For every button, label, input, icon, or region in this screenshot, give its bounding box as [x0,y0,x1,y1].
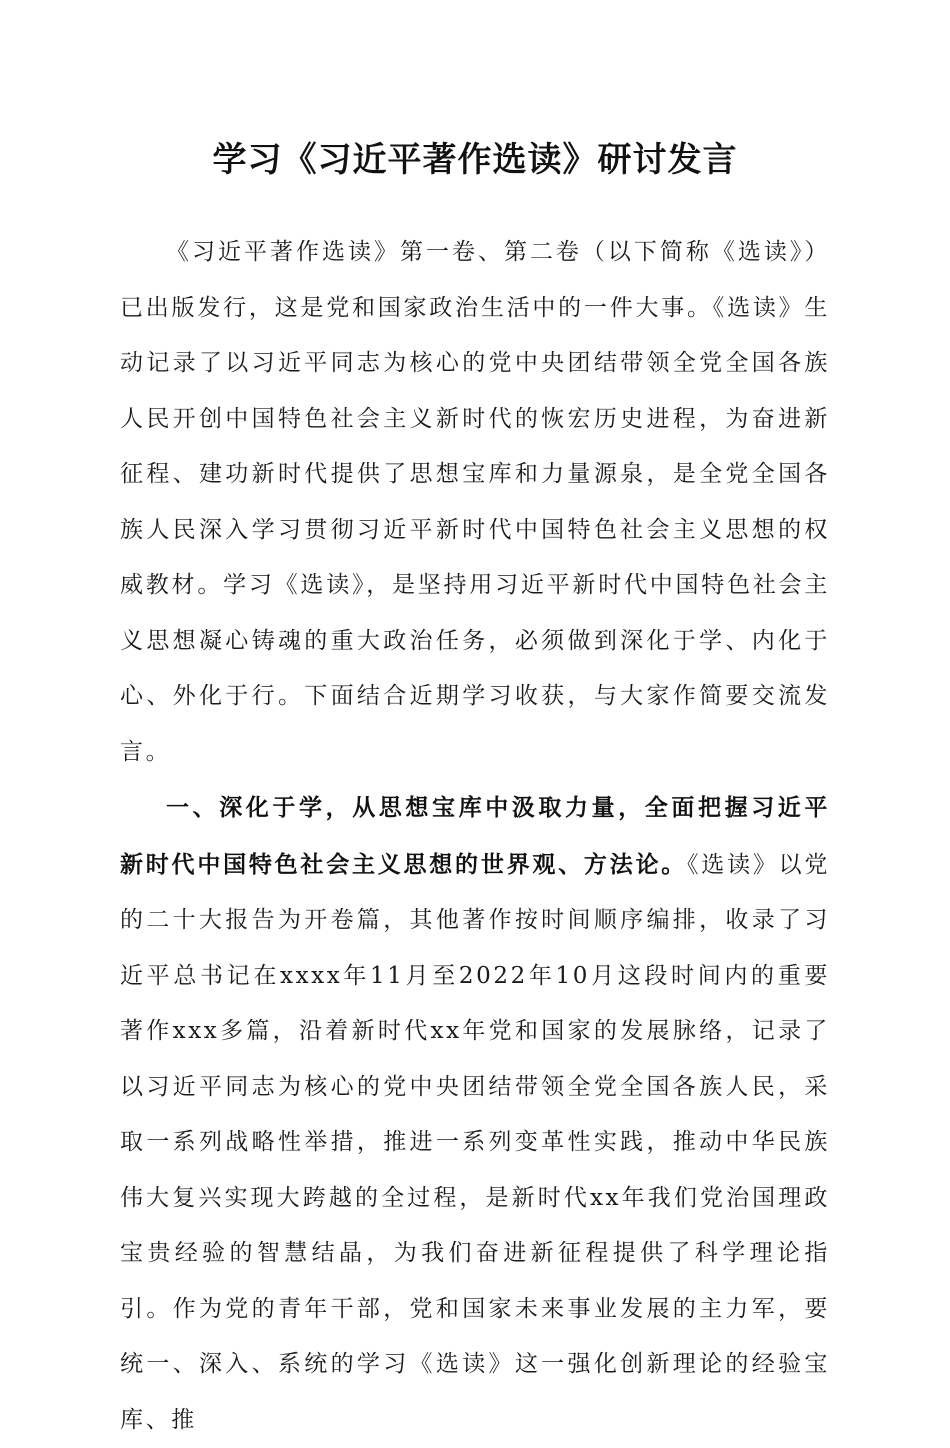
section-1-paragraph [120,780,830,1448]
document-body [120,225,830,1448]
intro-paragraph: 《习近平著作选读》第一卷、第二卷（以下简称《选读》）已出版发行，这是党和国家政治生活中的一件大事。《选读》生动记录了以习近平同志为核心的党中央团结带领全党全国各族人民开创中国特色社会主义新时代的恢宏历史进程，为奋进新征程、建功新时代提供了思想宝库和力量源泉，是全党全国各族人民深入学习贯彻习近平新时代中国特色社会主义思想的权威教材。学习《选读》，是坚持用习近平新时代中国特色社会主义思想凝心铸魂的重大政治任务，必须做到深化于学、内化于心、外化于行。下面结合近期学习收获，与大家作简要交流发言。 [120,239,830,765]
document-title: 学习《习近平著作选读》研讨发言 [212,140,738,180]
section-1-text: 《选读》以党的二十大报告为开卷篇，其他著作按时间顺序编排，收录了习近平总书记在xxxx年11月至2022年10月这段时间内的重要著作xxx多篇，沿着新时代xx年党和国家的发展脉络，记录了以习近平同志为核心的党中央团结带领全党全国各族人民，采取一系列战略性举措，推进一系列变革性实践，推动中华民族伟大复兴实现大跨越的全过程，是新时代xx年我们党治国理政宝贵经验的智慧结晶，为我们奋进新征程提供了科学理论指引。作为党的青年干部，党和国家未来事业发展的主力军，要统一、深入、系统的学习《选读》这一强化创新理论的经验宝库、推 [120,851,830,1433]
section-1-heading: 一、深化于学，从思想宝库中汲取力量，全面把握习近平新时代中国特色社会主义思想的世界观、方法论。 [120,794,830,878]
